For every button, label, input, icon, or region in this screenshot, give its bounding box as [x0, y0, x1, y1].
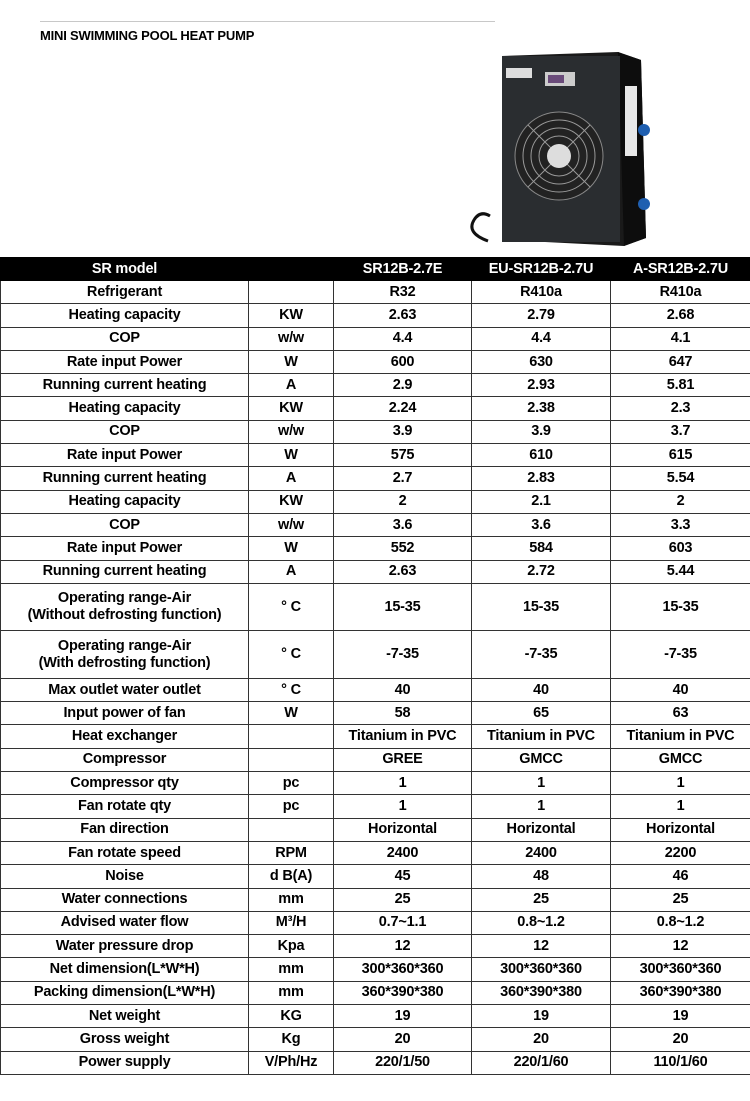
value-cell: Titanium in PVC — [472, 725, 611, 748]
value-cell: 12 — [472, 935, 611, 958]
value-cell: Horizontal — [472, 818, 611, 841]
value-cell: 5.54 — [611, 467, 750, 490]
value-cell: 220/1/50 — [334, 1051, 472, 1074]
value-cell: 2.3 — [611, 397, 750, 420]
parameter-cell: COP — [1, 420, 249, 443]
column-header: EU-SR12B-2.7U — [472, 258, 611, 281]
parameter-cell: Packing dimension(L*W*H) — [1, 981, 249, 1004]
value-cell: 110/1/60 — [611, 1051, 750, 1074]
value-cell: -7-35 — [472, 631, 611, 679]
unit-cell: W — [249, 444, 334, 467]
value-cell: 3.6 — [334, 513, 472, 536]
table-row — [1, 583, 750, 631]
value-cell: 300*360*360 — [611, 958, 750, 981]
table-row — [1, 865, 750, 888]
value-cell: 20 — [611, 1028, 750, 1051]
unit-cell: w/w — [249, 327, 334, 350]
value-cell: 610 — [472, 444, 611, 467]
unit-cell: mm — [249, 958, 334, 981]
column-header: SR model — [1, 258, 249, 281]
table-row — [1, 958, 750, 981]
unit-cell: W — [249, 537, 334, 560]
value-cell: 63 — [611, 702, 750, 725]
value-cell: GREE — [334, 748, 472, 771]
value-cell: 4.1 — [611, 327, 750, 350]
value-cell: 3.9 — [472, 420, 611, 443]
unit-cell: Kpa — [249, 935, 334, 958]
value-cell: 2.63 — [334, 560, 472, 583]
value-cell: 3.9 — [334, 420, 472, 443]
value-cell: 300*360*360 — [334, 958, 472, 981]
table-row — [1, 397, 750, 420]
value-cell: 20 — [472, 1028, 611, 1051]
parameter-cell: Running current heating — [1, 374, 249, 397]
value-cell: 360*390*380 — [472, 981, 611, 1004]
value-cell: 575 — [334, 444, 472, 467]
table-row — [1, 631, 750, 679]
parameter-cell: Refrigerant — [1, 281, 249, 304]
table-row — [1, 304, 750, 327]
value-cell: 300*360*360 — [472, 958, 611, 981]
value-cell: 45 — [334, 865, 472, 888]
unit-cell: W — [249, 350, 334, 373]
parameter-cell: Max outlet water outlet — [1, 678, 249, 701]
value-cell: 630 — [472, 350, 611, 373]
table-row — [1, 888, 750, 911]
table-row — [1, 420, 750, 443]
top-divider — [40, 21, 495, 22]
table-row — [1, 490, 750, 513]
table-header-row — [1, 258, 750, 281]
value-cell: 46 — [611, 865, 750, 888]
table-row — [1, 1005, 750, 1028]
unit-cell: RPM — [249, 841, 334, 864]
table-row — [1, 281, 750, 304]
parameter-cell: Gross weight — [1, 1028, 249, 1051]
value-cell: 12 — [334, 935, 472, 958]
parameter-cell: Net weight — [1, 1005, 249, 1028]
table-row — [1, 702, 750, 725]
value-cell: 600 — [334, 350, 472, 373]
parameter-cell: Rate input Power — [1, 350, 249, 373]
value-cell: 584 — [472, 537, 611, 560]
value-cell: 15-35 — [334, 583, 472, 631]
table-row — [1, 467, 750, 490]
parameter-cell: Fan rotate qty — [1, 795, 249, 818]
parameter-cell: Fan rotate speed — [1, 841, 249, 864]
value-cell: 4.4 — [472, 327, 611, 350]
parameter-cell: Running current heating — [1, 467, 249, 490]
value-cell: 2.93 — [472, 374, 611, 397]
value-cell: 1 — [611, 795, 750, 818]
unit-cell: A — [249, 560, 334, 583]
value-cell: 25 — [334, 888, 472, 911]
value-cell: 65 — [472, 702, 611, 725]
unit-cell: KW — [249, 490, 334, 513]
value-cell: -7-35 — [334, 631, 472, 679]
table-row — [1, 795, 750, 818]
unit-cell: KW — [249, 304, 334, 327]
value-cell: 2.38 — [472, 397, 611, 420]
unit-cell: A — [249, 467, 334, 490]
unit-cell: M³/H — [249, 911, 334, 934]
unit-cell: ° C — [249, 631, 334, 679]
parameter-cell: Rate input Power — [1, 537, 249, 560]
parameter-cell: Rate input Power — [1, 444, 249, 467]
column-header — [249, 258, 334, 281]
value-cell: 40 — [472, 678, 611, 701]
value-cell: R410a — [611, 281, 750, 304]
value-cell: 2.83 — [472, 467, 611, 490]
value-cell: R410a — [472, 281, 611, 304]
page-title: MINI SWIMMING POOL HEAT PUMP — [40, 28, 255, 43]
value-cell: 2.68 — [611, 304, 750, 327]
unit-cell: KG — [249, 1005, 334, 1028]
table-row — [1, 1051, 750, 1074]
value-cell: 220/1/60 — [472, 1051, 611, 1074]
table-row — [1, 444, 750, 467]
value-cell: GMCC — [611, 748, 750, 771]
value-cell: 19 — [334, 1005, 472, 1028]
parameter-cell: Net dimension(L*W*H) — [1, 958, 249, 981]
value-cell: Horizontal — [334, 818, 472, 841]
value-cell: 58 — [334, 702, 472, 725]
value-cell: 603 — [611, 537, 750, 560]
value-cell: 4.4 — [334, 327, 472, 350]
value-cell: 2.7 — [334, 467, 472, 490]
value-cell: 2.9 — [334, 374, 472, 397]
table-row — [1, 560, 750, 583]
value-cell: Horizontal — [611, 818, 750, 841]
parameter-cell: Fan direction — [1, 818, 249, 841]
value-cell: 2.24 — [334, 397, 472, 420]
value-cell: 2.72 — [472, 560, 611, 583]
value-cell: 25 — [472, 888, 611, 911]
value-cell: 552 — [334, 537, 472, 560]
heat-pump-product-image — [466, 48, 696, 248]
unit-cell: Kg — [249, 1028, 334, 1051]
table-row — [1, 327, 750, 350]
parameter-cell: Input power of fan — [1, 702, 249, 725]
unit-cell: A — [249, 374, 334, 397]
parameter-cell: Heating capacity — [1, 490, 249, 513]
unit-cell: d B(A) — [249, 865, 334, 888]
parameter-cell: COP — [1, 327, 249, 350]
table-row — [1, 841, 750, 864]
value-cell: 2.79 — [472, 304, 611, 327]
table-row — [1, 1028, 750, 1051]
value-cell: R32 — [334, 281, 472, 304]
parameter-cell: Heating capacity — [1, 397, 249, 420]
value-cell: 1 — [472, 772, 611, 795]
value-cell: 40 — [334, 678, 472, 701]
value-cell: 2400 — [472, 841, 611, 864]
unit-cell — [249, 748, 334, 771]
unit-cell: pc — [249, 772, 334, 795]
value-cell: 0.8~1.2 — [472, 911, 611, 934]
value-cell: 647 — [611, 350, 750, 373]
value-cell: 3.3 — [611, 513, 750, 536]
value-cell: 5.44 — [611, 560, 750, 583]
unit-cell: pc — [249, 795, 334, 818]
table-row — [1, 818, 750, 841]
value-cell: 2.1 — [472, 490, 611, 513]
parameter-cell: Advised water flow — [1, 911, 249, 934]
value-cell: 2400 — [334, 841, 472, 864]
table-row — [1, 911, 750, 934]
value-cell: 2200 — [611, 841, 750, 864]
table-row — [1, 748, 750, 771]
table-row — [1, 935, 750, 958]
value-cell: GMCC — [472, 748, 611, 771]
value-cell: 2.63 — [334, 304, 472, 327]
parameter-cell: Compressor qty — [1, 772, 249, 795]
table-row — [1, 513, 750, 536]
parameter-cell: Noise — [1, 865, 249, 888]
parameter-cell: Operating range-Air (With defrosting function) — [1, 631, 249, 679]
unit-cell: KW — [249, 397, 334, 420]
specifications-table — [0, 257, 750, 1075]
unit-cell — [249, 818, 334, 841]
parameter-cell: Water pressure drop — [1, 935, 249, 958]
parameter-cell: Running current heating — [1, 560, 249, 583]
value-cell: -7-35 — [611, 631, 750, 679]
value-cell: 3.7 — [611, 420, 750, 443]
table-row — [1, 772, 750, 795]
parameter-cell: Operating range-Air (Without defrosting function) — [1, 583, 249, 631]
unit-cell — [249, 725, 334, 748]
table-row — [1, 350, 750, 373]
parameter-cell: Heat exchanger — [1, 725, 249, 748]
value-cell: 5.81 — [611, 374, 750, 397]
value-cell: 48 — [472, 865, 611, 888]
unit-cell: W — [249, 702, 334, 725]
unit-cell: V/Ph/Hz — [249, 1051, 334, 1074]
value-cell: Titanium in PVC — [611, 725, 750, 748]
parameter-cell: Heating capacity — [1, 304, 249, 327]
value-cell: 0.7~1.1 — [334, 911, 472, 934]
table-row — [1, 678, 750, 701]
unit-cell: mm — [249, 888, 334, 911]
unit-cell: w/w — [249, 420, 334, 443]
value-cell: 19 — [611, 1005, 750, 1028]
value-cell: 2 — [611, 490, 750, 513]
table-row — [1, 725, 750, 748]
unit-cell: ° C — [249, 583, 334, 631]
value-cell: 12 — [611, 935, 750, 958]
parameter-cell: COP — [1, 513, 249, 536]
value-cell: 1 — [334, 772, 472, 795]
value-cell: 360*390*380 — [334, 981, 472, 1004]
value-cell: 15-35 — [472, 583, 611, 631]
value-cell: 1 — [334, 795, 472, 818]
unit-cell — [249, 281, 334, 304]
value-cell: 3.6 — [472, 513, 611, 536]
value-cell: 1 — [611, 772, 750, 795]
parameter-cell: Water connections — [1, 888, 249, 911]
column-header: A-SR12B-2.7U — [611, 258, 750, 281]
unit-cell: mm — [249, 981, 334, 1004]
column-header: SR12B-2.7E — [334, 258, 472, 281]
table-row — [1, 537, 750, 560]
value-cell: 615 — [611, 444, 750, 467]
value-cell: 15-35 — [611, 583, 750, 631]
value-cell: 20 — [334, 1028, 472, 1051]
parameter-cell: Compressor — [1, 748, 249, 771]
value-cell: 2 — [334, 490, 472, 513]
value-cell: 25 — [611, 888, 750, 911]
unit-cell: w/w — [249, 513, 334, 536]
table-row — [1, 981, 750, 1004]
parameter-cell: Power supply — [1, 1051, 249, 1074]
value-cell: 1 — [472, 795, 611, 818]
value-cell: 0.8~1.2 — [611, 911, 750, 934]
value-cell: 19 — [472, 1005, 611, 1028]
value-cell: Titanium in PVC — [334, 725, 472, 748]
value-cell: 360*390*380 — [611, 981, 750, 1004]
table-row — [1, 374, 750, 397]
value-cell: 40 — [611, 678, 750, 701]
unit-cell: ° C — [249, 678, 334, 701]
